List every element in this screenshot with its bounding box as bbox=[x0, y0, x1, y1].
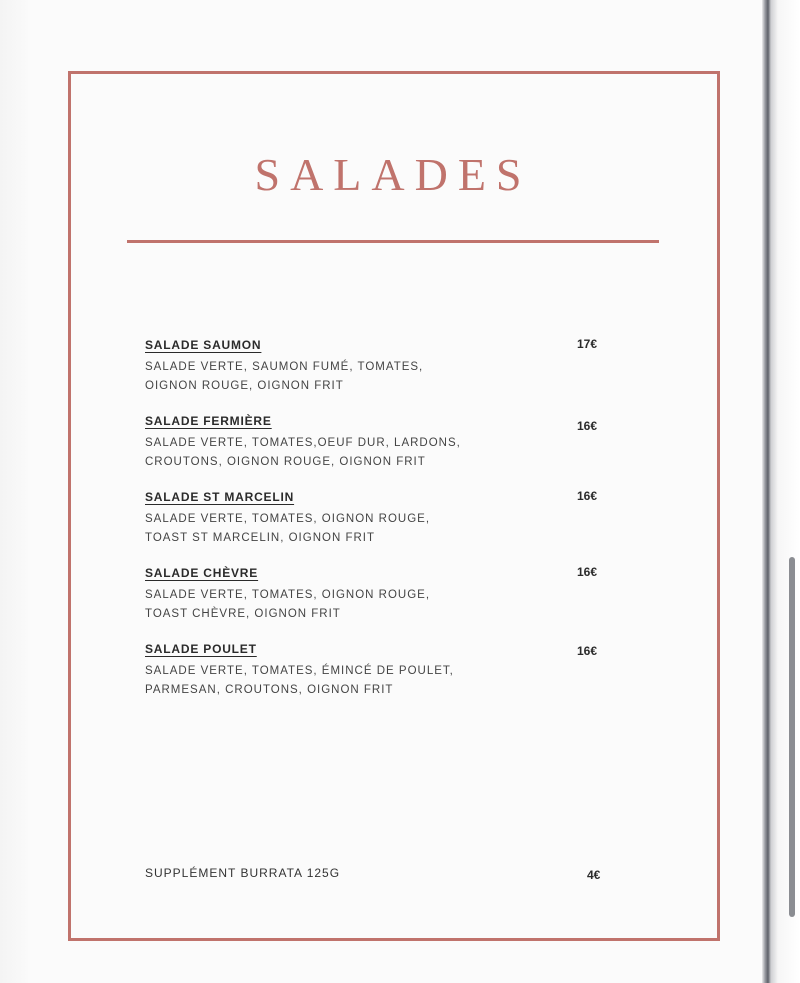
item-name: SALADE ST MARCELIN bbox=[145, 490, 295, 504]
item-price: 16€ bbox=[577, 489, 598, 503]
item-name: SALADE SAUMON bbox=[145, 338, 262, 352]
menu-item-salade-fermiere bbox=[145, 413, 615, 472]
item-description: SALADE VERTE, TOMATES, OIGNON ROUGE, TOAST ST MARCELIN, OIGNON FRIT bbox=[145, 513, 431, 544]
item-price: 16€ bbox=[577, 565, 598, 579]
item-description: SALADE VERTE, SAUMON FUMÉ, TOMATES, OIGNON ROUGE, OIGNON FRIT bbox=[145, 361, 424, 392]
title-divider bbox=[127, 240, 659, 243]
menu-item-salade-chevre bbox=[145, 565, 615, 624]
menu-item-salade-poulet bbox=[145, 641, 615, 700]
item-description: SALADE VERTE, TOMATES, OIGNON ROUGE, TOAST CHÈVRE, OIGNON FRIT bbox=[145, 589, 431, 620]
item-description: SALADE VERTE, TOMATES,OEUF DUR, LARDONS, CROUTONS, OIGNON ROUGE, OIGNON FRIT bbox=[145, 437, 461, 468]
item-price: 16€ bbox=[577, 419, 598, 433]
item-name: SALADE FERMIÈRE bbox=[145, 414, 272, 428]
supplement-name: SUPPLÉMENT BURRATA 125G bbox=[145, 866, 341, 880]
item-name: SALADE POULET bbox=[145, 642, 257, 656]
menu-title: SALADES bbox=[254, 149, 532, 200]
menu-item-salade-saumon bbox=[145, 337, 615, 396]
supplement-row bbox=[145, 866, 615, 880]
supplement-price: 4€ bbox=[587, 868, 601, 882]
item-name: SALADE CHÈVRE bbox=[145, 566, 259, 580]
scrollbar-thumb[interactable] bbox=[789, 557, 795, 917]
menu-item-salade-st-marcelin bbox=[145, 489, 615, 548]
item-price: 16€ bbox=[577, 644, 598, 658]
item-description: SALADE VERTE, TOMATES, ÉMINCÉ DE POULET, PARMESAN, CROUTONS, OIGNON FRIT bbox=[145, 665, 454, 696]
item-price: 17€ bbox=[577, 337, 598, 351]
